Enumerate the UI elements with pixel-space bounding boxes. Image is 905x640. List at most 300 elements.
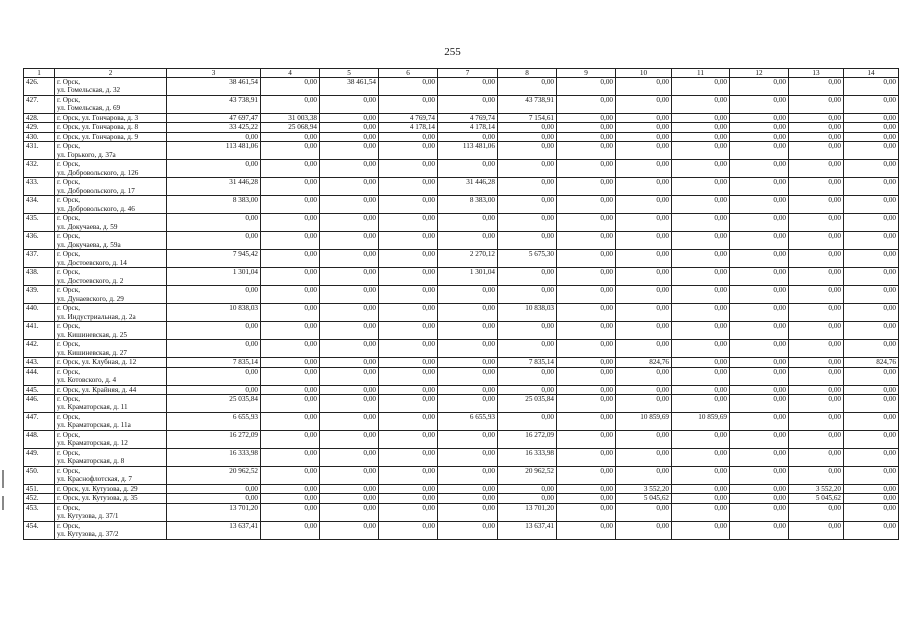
- address-line: г. Орск,: [57, 503, 80, 512]
- value-cell: 0,00: [672, 232, 730, 250]
- value-cell: 0,00: [320, 142, 379, 160]
- value-cell: 0,00: [320, 96, 379, 114]
- address-line: г. Орск, ул. Гончарова, д. 9: [57, 132, 139, 141]
- value-cell: 0,00: [730, 178, 789, 196]
- value-cell: 0,00: [557, 196, 616, 214]
- value-cell: 0,00: [379, 494, 438, 503]
- value-cell: 0,00: [672, 521, 730, 539]
- address-cell: [55, 304, 167, 322]
- address-cell: [55, 160, 167, 178]
- value-cell: 0,00: [789, 78, 844, 96]
- value-cell: 0,00: [498, 286, 557, 304]
- address-cell: [55, 268, 167, 286]
- value-cell: 0,00: [730, 431, 789, 449]
- address-cell: [55, 358, 167, 367]
- value-cell: 31 003,38: [261, 114, 320, 123]
- value-cell: 0,00: [557, 358, 616, 367]
- value-cell: 0,00: [672, 485, 730, 494]
- value-cell: 0,00: [672, 304, 730, 322]
- value-cell: 0,00: [557, 160, 616, 178]
- value-cell: 0,00: [730, 367, 789, 385]
- value-cell: 0,00: [730, 485, 789, 494]
- row-number: 450.: [24, 467, 55, 485]
- value-cell: 0,00: [261, 196, 320, 214]
- value-cell: 0,00: [730, 304, 789, 322]
- value-cell: 6 655,93: [438, 413, 498, 431]
- value-cell: 0,00: [616, 385, 672, 394]
- value-cell: 0,00: [789, 250, 844, 268]
- value-cell: 0,00: [730, 503, 789, 521]
- value-cell: 0,00: [616, 96, 672, 114]
- value-cell: 0,00: [379, 214, 438, 232]
- column-header: 5: [320, 69, 379, 78]
- address-line: г. Орск,: [57, 142, 80, 151]
- value-cell: 0,00: [789, 367, 844, 385]
- column-header: 2: [55, 69, 167, 78]
- value-cell: 0,00: [789, 340, 844, 358]
- value-cell: 10 859,69: [616, 413, 672, 431]
- address-line: г. Орск,: [57, 232, 80, 241]
- value-cell: 0,00: [320, 449, 379, 467]
- value-cell: 0,00: [844, 286, 899, 304]
- row-number: 430.: [24, 132, 55, 141]
- row-number: 446.: [24, 395, 55, 413]
- value-cell: 0,00: [320, 123, 379, 132]
- value-cell: 0,00: [167, 485, 261, 494]
- value-cell: 0,00: [557, 521, 616, 539]
- value-cell: 0,00: [320, 503, 379, 521]
- address-line: ул. Добровольского, д. 126: [57, 168, 139, 177]
- value-cell: 0,00: [167, 494, 261, 503]
- value-cell: 7 835,14: [167, 358, 261, 367]
- value-cell: 0,00: [616, 467, 672, 485]
- value-cell: 0,00: [672, 123, 730, 132]
- value-cell: 0,00: [672, 431, 730, 449]
- value-cell: 0,00: [557, 114, 616, 123]
- table-row: [24, 142, 899, 160]
- value-cell: 0,00: [730, 467, 789, 485]
- table-row: [24, 232, 899, 250]
- row-number: 427.: [24, 96, 55, 114]
- value-cell: 0,00: [844, 132, 899, 141]
- address-line: г. Орск,: [57, 521, 80, 530]
- value-cell: 0,00: [557, 250, 616, 268]
- row-number: 441.: [24, 322, 55, 340]
- value-cell: 0,00: [557, 78, 616, 96]
- value-cell: 25 035,84: [498, 395, 557, 413]
- value-cell: 0,00: [261, 96, 320, 114]
- value-cell: 0,00: [616, 142, 672, 160]
- value-cell: 0,00: [320, 358, 379, 367]
- value-cell: 16 272,09: [498, 431, 557, 449]
- value-cell: 0,00: [167, 232, 261, 250]
- value-cell: 0,00: [261, 521, 320, 539]
- address-line: ул. Кутузова, д. 37/2: [57, 530, 119, 539]
- value-cell: 0,00: [320, 114, 379, 123]
- value-cell: 0,00: [320, 395, 379, 413]
- value-cell: 0,00: [379, 232, 438, 250]
- row-number: 432.: [24, 160, 55, 178]
- address-line: г. Орск,: [57, 304, 80, 313]
- value-cell: 0,00: [438, 304, 498, 322]
- address-cell: [55, 385, 167, 394]
- value-cell: 0,00: [498, 322, 557, 340]
- value-cell: 0,00: [844, 78, 899, 96]
- value-cell: 0,00: [789, 286, 844, 304]
- value-cell: 0,00: [844, 304, 899, 322]
- value-cell: 0,00: [672, 494, 730, 503]
- value-cell: 824,76: [616, 358, 672, 367]
- value-cell: 0,00: [379, 178, 438, 196]
- address-cell: [55, 178, 167, 196]
- value-cell: 0,00: [730, 322, 789, 340]
- value-cell: 0,00: [261, 232, 320, 250]
- address-cell: [55, 503, 167, 521]
- value-cell: 113 481,06: [438, 142, 498, 160]
- value-cell: 0,00: [261, 142, 320, 160]
- value-cell: 0,00: [616, 132, 672, 141]
- value-cell: 0,00: [438, 449, 498, 467]
- value-cell: 0,00: [844, 431, 899, 449]
- address-line: г. Орск,: [57, 431, 80, 440]
- value-cell: 0,00: [844, 503, 899, 521]
- address-line: ул. Краматорская, д. 11: [57, 403, 128, 412]
- value-cell: 0,00: [320, 467, 379, 485]
- value-cell: 0,00: [261, 467, 320, 485]
- value-cell: 0,00: [844, 485, 899, 494]
- value-cell: 0,00: [379, 358, 438, 367]
- value-cell: 0,00: [844, 214, 899, 232]
- table-row: [24, 286, 899, 304]
- address-cell: [55, 431, 167, 449]
- value-cell: 0,00: [789, 385, 844, 394]
- value-cell: 0,00: [844, 467, 899, 485]
- value-cell: 0,00: [557, 123, 616, 132]
- table-row: [24, 250, 899, 268]
- value-cell: 0,00: [261, 385, 320, 394]
- value-cell: 0,00: [379, 286, 438, 304]
- value-cell: 0,00: [672, 358, 730, 367]
- value-cell: 0,00: [789, 142, 844, 160]
- scan-edge-mark: [2, 496, 4, 510]
- value-cell: 0,00: [557, 449, 616, 467]
- value-cell: 0,00: [789, 322, 844, 340]
- value-cell: 0,00: [320, 413, 379, 431]
- value-cell: 0,00: [789, 358, 844, 367]
- value-cell: 0,00: [557, 268, 616, 286]
- address-line: ул. Горького, д. 37а: [57, 150, 116, 159]
- address-line: ул. Краснофлотская, д. 7: [57, 475, 132, 484]
- value-cell: 0,00: [789, 268, 844, 286]
- value-cell: 0,00: [498, 160, 557, 178]
- value-cell: 0,00: [730, 142, 789, 160]
- value-cell: 0,00: [616, 114, 672, 123]
- table-row: [24, 268, 899, 286]
- address-line: г. Орск, ул. Кутузова, д. 35: [57, 494, 138, 503]
- value-cell: 0,00: [379, 503, 438, 521]
- value-cell: 0,00: [557, 322, 616, 340]
- value-cell: 0,00: [844, 413, 899, 431]
- address-line: г. Орск, ул. Гончарова, д. 8: [57, 123, 139, 132]
- value-cell: 0,00: [379, 340, 438, 358]
- value-cell: 0,00: [261, 160, 320, 178]
- value-cell: 0,00: [320, 494, 379, 503]
- value-cell: 5 675,30: [498, 250, 557, 268]
- table-row: [24, 78, 899, 96]
- row-number: 426.: [24, 78, 55, 96]
- value-cell: 38 461,54: [320, 78, 379, 96]
- address-line: ул. Дунаевского, д. 29: [57, 294, 124, 303]
- value-cell: 0,00: [730, 232, 789, 250]
- value-cell: 0,00: [261, 395, 320, 413]
- column-header: 7: [438, 69, 498, 78]
- value-cell: 0,00: [261, 268, 320, 286]
- address-cell: [55, 413, 167, 431]
- value-cell: 8 383,00: [167, 196, 261, 214]
- address-line: г. Орск,: [57, 250, 80, 259]
- value-cell: 0,00: [379, 196, 438, 214]
- value-cell: 0,00: [379, 96, 438, 114]
- value-cell: 0,00: [672, 78, 730, 96]
- value-cell: 0,00: [616, 304, 672, 322]
- value-cell: 0,00: [261, 367, 320, 385]
- value-cell: 13 637,41: [498, 521, 557, 539]
- address-cell: [55, 286, 167, 304]
- address-line: г. Орск,: [57, 395, 80, 404]
- address-line: г. Орск,: [57, 286, 80, 295]
- address-line: ул. Краматорская, д. 11а: [57, 421, 131, 430]
- value-cell: 0,00: [672, 96, 730, 114]
- value-cell: 0,00: [616, 250, 672, 268]
- value-cell: 0,00: [672, 322, 730, 340]
- value-cell: 0,00: [789, 467, 844, 485]
- value-cell: 113 481,06: [167, 142, 261, 160]
- value-cell: 0,00: [320, 340, 379, 358]
- value-cell: 0,00: [379, 395, 438, 413]
- value-cell: 0,00: [672, 449, 730, 467]
- value-cell: 0,00: [320, 160, 379, 178]
- value-cell: 824,76: [844, 358, 899, 367]
- value-cell: 0,00: [844, 340, 899, 358]
- table-row: [24, 160, 899, 178]
- value-cell: 0,00: [616, 232, 672, 250]
- value-cell: 0,00: [557, 385, 616, 394]
- value-cell: 0,00: [438, 431, 498, 449]
- address-line: г. Орск,: [57, 268, 80, 277]
- value-cell: 0,00: [672, 385, 730, 394]
- value-cell: 0,00: [730, 385, 789, 394]
- value-cell: 0,00: [498, 494, 557, 503]
- value-cell: 0,00: [672, 467, 730, 485]
- value-cell: 0,00: [730, 78, 789, 96]
- value-cell: 0,00: [672, 268, 730, 286]
- value-cell: 0,00: [557, 413, 616, 431]
- value-cell: 0,00: [438, 467, 498, 485]
- value-cell: 0,00: [730, 358, 789, 367]
- value-cell: 0,00: [167, 385, 261, 394]
- column-header: 11: [672, 69, 730, 78]
- value-cell: 0,00: [320, 232, 379, 250]
- value-cell: 0,00: [167, 340, 261, 358]
- value-cell: 20 962,52: [167, 467, 261, 485]
- address-line: ул. Кишиневская, д. 27: [57, 348, 127, 357]
- value-cell: 0,00: [730, 395, 789, 413]
- value-cell: 0,00: [616, 395, 672, 413]
- value-cell: 0,00: [616, 178, 672, 196]
- value-cell: 0,00: [261, 485, 320, 494]
- value-cell: 0,00: [557, 232, 616, 250]
- value-cell: 0,00: [261, 322, 320, 340]
- address-line: г. Орск,: [57, 467, 80, 476]
- value-cell: 0,00: [438, 214, 498, 232]
- value-cell: 0,00: [557, 503, 616, 521]
- value-cell: 0,00: [730, 160, 789, 178]
- value-cell: 47 697,47: [167, 114, 261, 123]
- value-cell: 0,00: [438, 340, 498, 358]
- value-cell: 4 178,14: [379, 123, 438, 132]
- column-header: 14: [844, 69, 899, 78]
- value-cell: 0,00: [498, 132, 557, 141]
- address-line: г. Орск,: [57, 413, 80, 422]
- value-cell: 0,00: [672, 503, 730, 521]
- value-cell: 0,00: [320, 431, 379, 449]
- value-cell: 0,00: [320, 286, 379, 304]
- row-number: 443.: [24, 358, 55, 367]
- value-cell: 0,00: [379, 142, 438, 160]
- value-cell: 0,00: [672, 367, 730, 385]
- value-cell: 0,00: [789, 160, 844, 178]
- value-cell: 0,00: [498, 367, 557, 385]
- value-cell: 4 769,74: [438, 114, 498, 123]
- value-cell: 2 270,12: [438, 250, 498, 268]
- table-row: [24, 340, 899, 358]
- value-cell: 0,00: [438, 286, 498, 304]
- value-cell: 16 333,98: [167, 449, 261, 467]
- value-cell: 0,00: [379, 304, 438, 322]
- address-line: ул. Достоевского, д. 2: [57, 276, 124, 285]
- scan-edge-mark: [2, 470, 4, 488]
- value-cell: 0,00: [438, 322, 498, 340]
- table-row: [24, 485, 899, 494]
- value-cell: 0,00: [789, 503, 844, 521]
- value-cell: 0,00: [261, 178, 320, 196]
- value-cell: 0,00: [167, 160, 261, 178]
- value-cell: 0,00: [844, 250, 899, 268]
- value-cell: 0,00: [789, 431, 844, 449]
- address-line: г. Орск,: [57, 96, 80, 104]
- value-cell: 0,00: [789, 413, 844, 431]
- value-cell: 0,00: [844, 385, 899, 394]
- value-cell: 0,00: [844, 196, 899, 214]
- value-cell: 0,00: [379, 160, 438, 178]
- value-cell: 20 962,52: [498, 467, 557, 485]
- value-cell: 0,00: [730, 286, 789, 304]
- value-cell: 0,00: [844, 96, 899, 114]
- value-cell: 0,00: [557, 132, 616, 141]
- row-number: 442.: [24, 340, 55, 358]
- value-cell: 0,00: [730, 96, 789, 114]
- value-cell: 0,00: [789, 96, 844, 114]
- value-cell: 0,00: [167, 367, 261, 385]
- value-cell: 25 068,94: [261, 123, 320, 132]
- address-line: г. Орск,: [57, 178, 80, 187]
- value-cell: 0,00: [616, 449, 672, 467]
- address-line: г. Орск,: [57, 449, 80, 458]
- column-header: 13: [789, 69, 844, 78]
- value-cell: 1 301,04: [167, 268, 261, 286]
- value-cell: 0,00: [672, 178, 730, 196]
- address-cell: [55, 123, 167, 132]
- value-cell: 0,00: [557, 178, 616, 196]
- value-cell: 0,00: [730, 413, 789, 431]
- value-cell: 0,00: [498, 78, 557, 96]
- value-cell: 0,00: [616, 160, 672, 178]
- value-cell: 0,00: [616, 214, 672, 232]
- address-line: г. Орск,: [57, 322, 80, 331]
- value-cell: 0,00: [320, 485, 379, 494]
- address-cell: [55, 96, 167, 114]
- value-cell: 0,00: [320, 178, 379, 196]
- address-line: ул. Добровольского, д. 17: [57, 186, 135, 195]
- value-cell: 6 655,93: [167, 413, 261, 431]
- address-cell: [55, 232, 167, 250]
- value-cell: 0,00: [438, 485, 498, 494]
- table-row: [24, 178, 899, 196]
- value-cell: 0,00: [844, 268, 899, 286]
- value-cell: 0,00: [261, 358, 320, 367]
- row-number: 437.: [24, 250, 55, 268]
- row-number: 440.: [24, 304, 55, 322]
- value-cell: 0,00: [672, 196, 730, 214]
- value-cell: 5 045,62: [616, 494, 672, 503]
- value-cell: 0,00: [672, 160, 730, 178]
- value-cell: 5 045,62: [789, 494, 844, 503]
- value-cell: 0,00: [616, 521, 672, 539]
- row-number: 435.: [24, 214, 55, 232]
- address-cell: [55, 367, 167, 385]
- address-line: ул. Достоевского, д. 14: [57, 258, 127, 267]
- row-number: 454.: [24, 521, 55, 539]
- address-line: г. Орск,: [57, 340, 80, 349]
- value-cell: 0,00: [379, 78, 438, 96]
- value-cell: 0,00: [261, 413, 320, 431]
- value-cell: 7 835,14: [498, 358, 557, 367]
- value-cell: 0,00: [438, 160, 498, 178]
- table-row: [24, 395, 899, 413]
- table-row: [24, 132, 899, 141]
- value-cell: 0,00: [672, 340, 730, 358]
- value-cell: 0,00: [498, 123, 557, 132]
- address-cell: [55, 449, 167, 467]
- address-cell: [55, 142, 167, 160]
- table-row: [24, 322, 899, 340]
- value-cell: 0,00: [789, 521, 844, 539]
- value-cell: 0,00: [261, 503, 320, 521]
- value-cell: 0,00: [672, 395, 730, 413]
- value-cell: 0,00: [379, 521, 438, 539]
- value-cell: 0,00: [438, 521, 498, 539]
- table-row: [24, 521, 899, 539]
- table-row: [24, 385, 899, 394]
- row-number: 436.: [24, 232, 55, 250]
- table-row: [24, 96, 899, 114]
- value-cell: 0,00: [261, 132, 320, 141]
- value-cell: 0,00: [789, 132, 844, 141]
- value-cell: 16 272,09: [167, 431, 261, 449]
- value-cell: 0,00: [438, 358, 498, 367]
- value-cell: 3 552,20: [789, 485, 844, 494]
- value-cell: 0,00: [730, 114, 789, 123]
